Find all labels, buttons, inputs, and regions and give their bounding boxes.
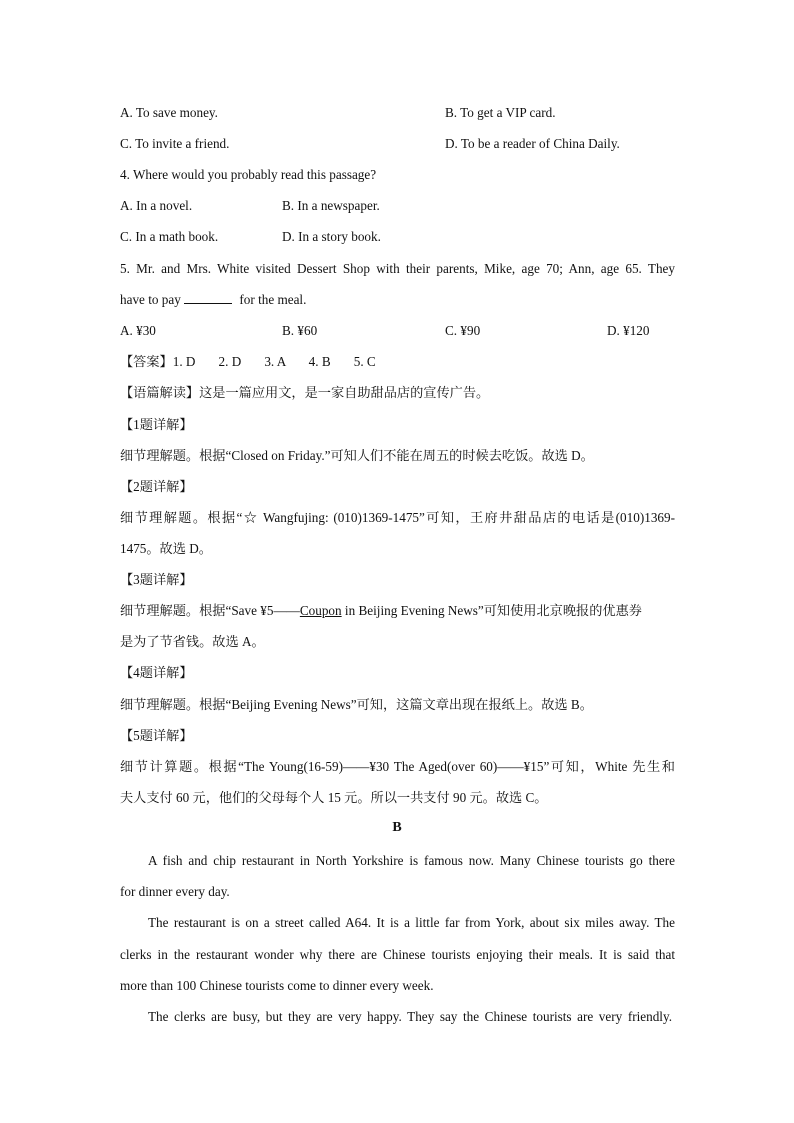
q5-option-a: A. ¥30 (120, 323, 156, 338)
detail-2-heading: 【2题详解】 (120, 479, 193, 494)
q3-option-c: C. To invite a friend. (120, 136, 230, 151)
q4-question: 4. Where would you probably read this passage? (120, 167, 377, 182)
q3-option-d: D. To be a reader of China Daily. (445, 136, 620, 151)
q5-option-d: D. ¥120 (607, 323, 650, 338)
q5-option-c: C. ¥90 (445, 323, 481, 338)
detail-3-post: in Beijing Evening News”可知使用北京晚报的优惠券 (341, 603, 642, 618)
detail-3-coupon: Coupon (299, 603, 342, 618)
passage-b-p3-line1: The clerks are busy, but they are very happy. They say the Chinese tourists are very friendly. (148, 1009, 672, 1024)
q4-option-c: C. In a math book. (120, 229, 219, 244)
q4-option-d: D. In a story book. (282, 229, 381, 244)
q5-answer-blank (184, 291, 232, 304)
detail-5-heading: 【5题详解】 (120, 728, 193, 743)
q5-question-line1: 5. Mr. and Mrs. White visited Dessert Shop with their parents, Mike, age 70; Ann, age 65. They (120, 261, 675, 276)
detail-3-text-line2: 是为了节省钱。故选 A。 (120, 634, 265, 649)
passage-b-p2-line3: more than 100 Chinese tourists come to dinner every week. (120, 978, 434, 993)
detail-2-text-line2: 1475。故选 D。 (120, 541, 212, 556)
q5-line2-post: for the meal. (239, 292, 307, 307)
passage-b-p1-line2: for dinner every day. (120, 884, 230, 899)
q5-line2-pre: have to pay (120, 292, 181, 307)
q3-option-b: B. To get a VIP card. (445, 105, 556, 120)
section-b-title: B (392, 820, 402, 835)
passage-b-p1-line1: A fish and chip restaurant in North Yorkshire is famous now. Many Chinese tourists go there (148, 853, 675, 868)
detail-5-text-line1: 细节计算题。根据“The Young(16-59)——¥30 The Aged(over 60)——¥15”可知，White 先生和 (120, 759, 675, 774)
answer-line: 【答案】1. D 2. D 3. A 4. B 5. C (120, 354, 376, 369)
detail-3-text-line1 (120, 602, 642, 620)
detail-5-text-line2: 夫人支付 60 元，他们的父母每个人 15 元。所以一共支付 90 元。故选 C。 (120, 790, 548, 805)
q5-option-b: B. ¥60 (282, 323, 318, 338)
detail-1-text: 细节理解题。根据“Closed on Friday.”可知人们不能在周五的时候去吃饭。故选 D。 (120, 448, 594, 463)
detail-4-text: 细节理解题。根据“Beijing Evening News”可知，这篇文章出现在报纸上。故选 B。 (120, 697, 593, 712)
detail-1-heading: 【1题详解】 (120, 417, 193, 432)
q5-question-line2 (120, 291, 306, 309)
detail-3-pre: 细节理解题。根据“Save ¥5—— (120, 603, 300, 618)
detail-2-text-line1: 细节理解题。根据“☆ Wangfujing: (010)1369-1475”可知，王府井甜品店的电话是(010)1369- (120, 510, 675, 525)
detail-3-heading: 【3题详解】 (120, 572, 193, 587)
detail-4-heading: 【4题详解】 (120, 665, 193, 680)
q4-option-b: B. In a newspaper. (282, 198, 380, 213)
passage-b-p2-line1: The restaurant is on a street called A64. It is a little far from York, about six miles away. The (148, 915, 675, 930)
q4-option-a: A. In a novel. (120, 198, 193, 213)
passage-b-p2-line2: clerks in the restaurant wonder why there are Chinese tourists enjoying their meals. It is said that (120, 947, 675, 962)
interpretation: 【语篇解读】这是一篇应用文，是一家自助甜品店的宣传广告。 (120, 385, 490, 400)
q3-option-a: A. To save money. (120, 105, 218, 120)
